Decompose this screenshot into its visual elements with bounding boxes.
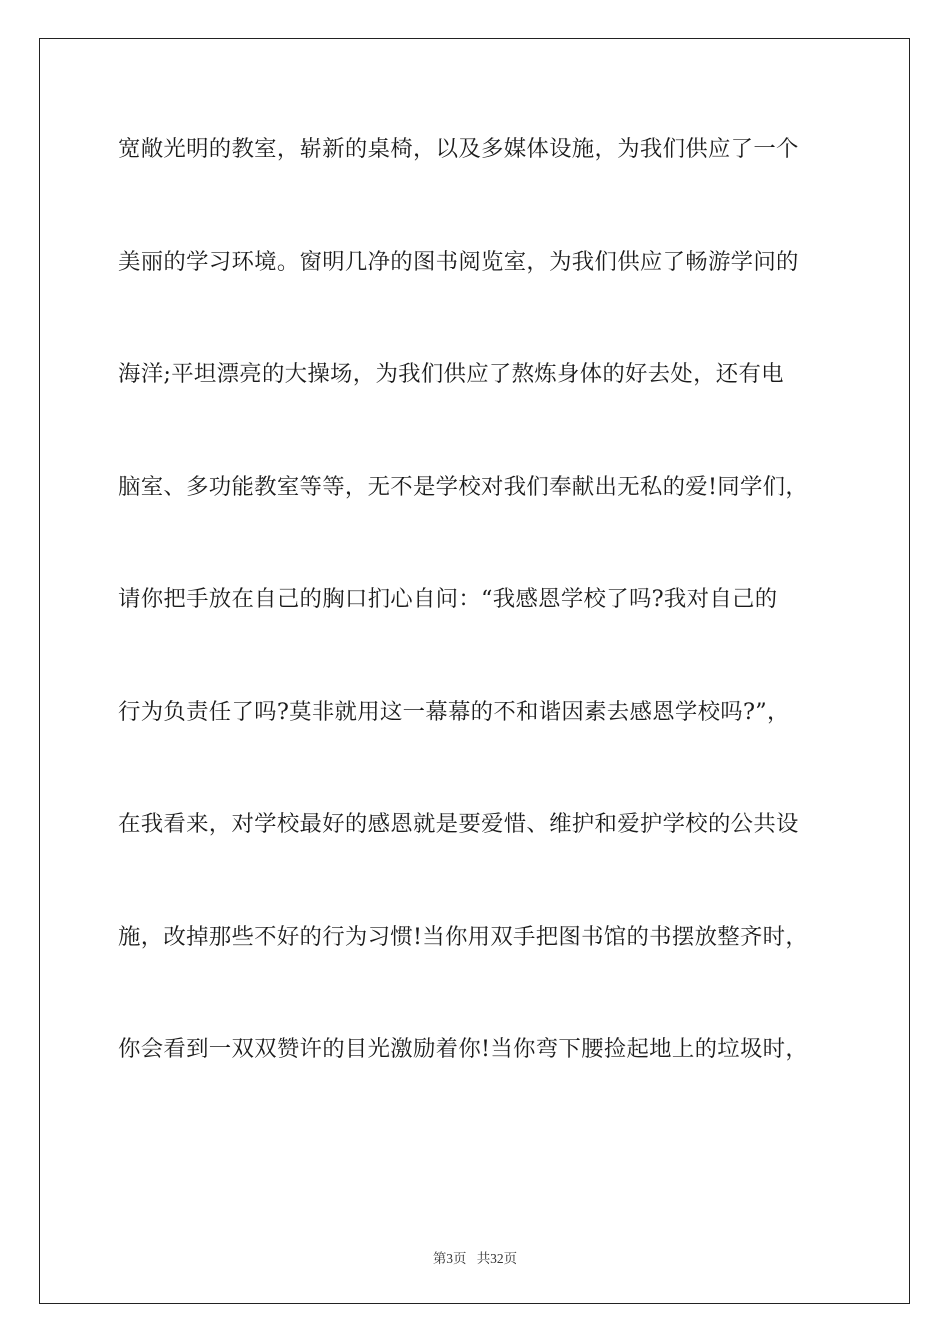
document-body (118, 125, 838, 1138)
text-line-9: 你会看到一双双赞许的目光激励着你!当你弯下腰捡起地上的垃圾时， (118, 1036, 809, 1062)
page-number: 第3页 (432, 1251, 467, 1266)
text-line-8: 施，改掉那些不好的行为习惯!当你用双手把图书馆的书摆放整齐时， (118, 923, 809, 950)
text-line-2: 美丽的学习环境。窗明几净的图书阅览室，为我们供应了畅游学问的 (118, 248, 799, 275)
text-line-1: 宽敞光明的教室，崭新的桌椅，以及多媒体设施，为我们供应了一个 (118, 136, 799, 162)
text-line-3: 海洋;平坦漂亮的大操场，为我们供应了熬炼身体的好去处，还有电 (118, 361, 784, 387)
page-total: 共32页 (476, 1251, 518, 1266)
text-line-6: 行为负责任了吗?莫非就用这一幕幕的不和谐因素去感恩学校吗?”， (118, 698, 790, 725)
page-footer (0, 1247, 950, 1267)
text-line-4: 脑室、多功能教室等等，无不是学校对我们奉献出无私的爱!同学们， (118, 473, 809, 500)
text-line-5: 请你把手放在自己的胸口扪心自问：“我感恩学校了吗?我对自己的 (118, 586, 778, 612)
text-line-7: 在我看来，对学校最好的感恩就是要爱惜、维护和爱护学校的公共设 (118, 811, 799, 837)
